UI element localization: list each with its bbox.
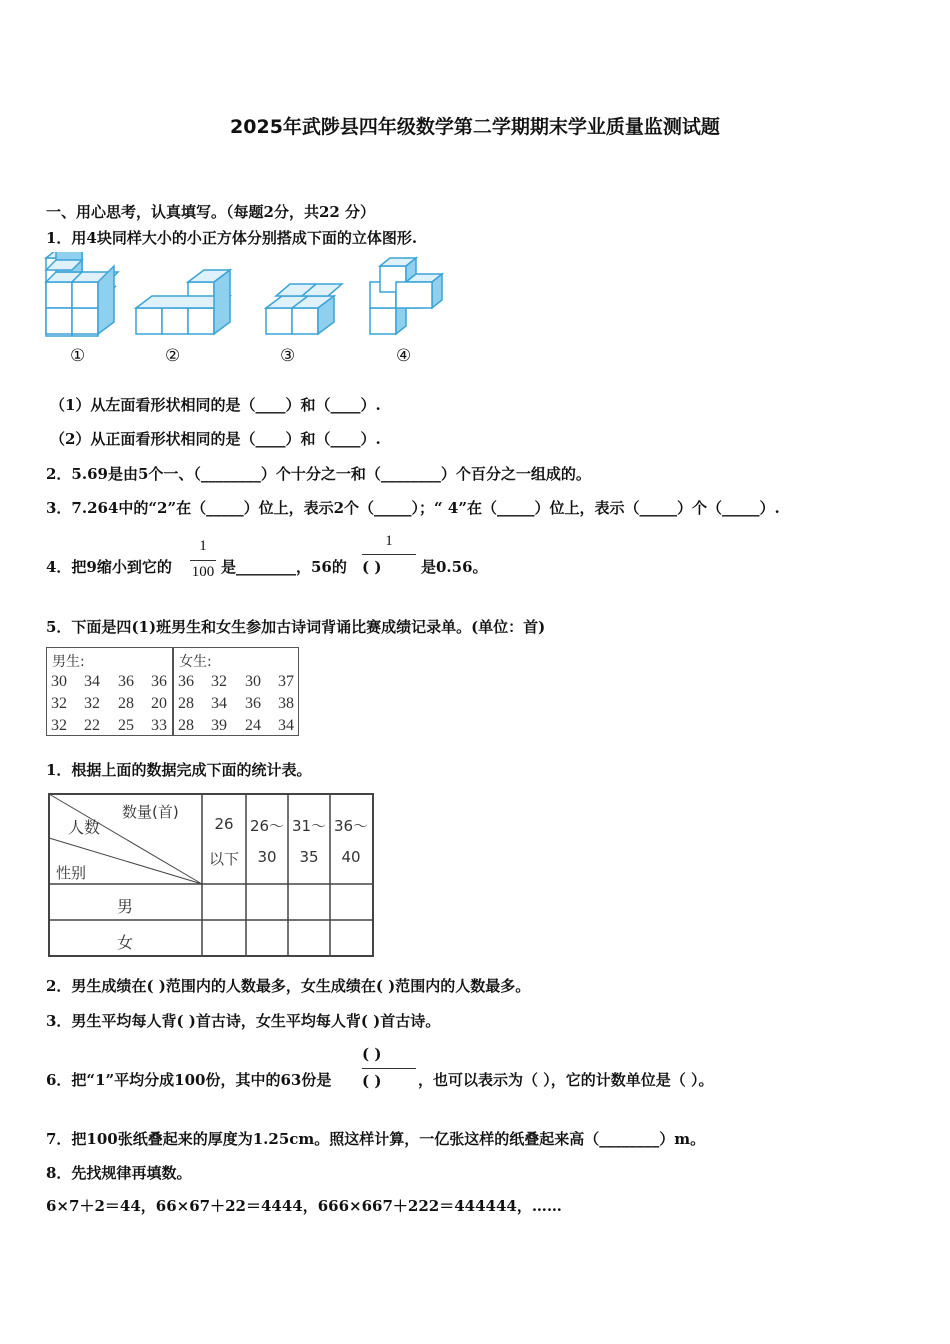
stat-col-header: 26～ (249, 817, 285, 835)
question-1: 1．用4块同样大小的小正方体分别搭成下面的立体图形. (46, 229, 418, 247)
question-1-sub-1: （1）从左面看形状相同的是（____）和（____）. (50, 396, 381, 414)
boys-score: 36 (151, 673, 167, 690)
question-4-suffix: 是0.56。 (421, 558, 488, 576)
girls-score: 39 (211, 717, 227, 734)
stat-corner-mid: 人数 (68, 818, 101, 837)
page-title: 2025年武陟县四年级数学第二学期期末学业质量监测试题 (230, 116, 720, 138)
stat-row-boys: 男 (116, 897, 133, 916)
question-4-prefix: 4．把9缩小到它的 (46, 558, 172, 576)
question-3: 3．7.264中的“2”在（_____）位上，表示2个（_____）；“ 4”在（_____）位上，表示（_____）个（_____）. (46, 499, 780, 517)
girls-score: 36 (178, 673, 194, 690)
q6-fraction-denominator: ( ) (362, 1072, 382, 1090)
fraction-bar (190, 560, 216, 561)
fraction2-numerator: 1 (385, 533, 393, 549)
figure-label-3: ③ (280, 346, 296, 366)
question-2: 2．5.69是由5个一、（________）个十分之一和（________）个百分之一组成的。 (46, 465, 591, 483)
boys-score: 32 (84, 695, 100, 712)
q6-fraction-numerator: ( ) (362, 1045, 382, 1063)
girls-score: 34 (211, 695, 227, 712)
girls-score: 30 (245, 673, 261, 690)
question-5-sub-1: 1．根据上面的数据完成下面的统计表。 (46, 761, 312, 779)
boys-score: 34 (84, 673, 100, 690)
boys-score: 30 (51, 673, 67, 690)
figure-2 (136, 270, 230, 334)
boys-score: 22 (84, 717, 100, 734)
boys-score: 32 (51, 695, 67, 712)
stat-col-header: 以下 (208, 850, 239, 868)
figure-label-1: ① (70, 346, 86, 366)
cube-figures (40, 252, 450, 342)
girls-score: 32 (211, 673, 227, 690)
figure-label-2: ② (165, 346, 181, 366)
question-5: 5．下面是四(1)班男生和女生参加古诗词背诵比赛成绩记录单。(单位：首) (46, 618, 546, 636)
stat-row-girls: 女 (116, 933, 133, 952)
fraction-denominator: 100 (191, 564, 215, 580)
boys-score: 28 (118, 695, 134, 712)
question-5-sub-2: 2．男生成绩在( )范围内的人数最多，女生成绩在( )范围内的人数最多。 (46, 977, 531, 995)
question-4-middle: 是________，56的 (221, 558, 347, 576)
figure-label-4: ④ (396, 346, 412, 366)
boys-score: 32 (51, 717, 67, 734)
boys-score: 33 (151, 717, 167, 734)
question-8-pattern: 6×7＋2＝44，66×67＋22＝4444，666×667＋222＝444444，…… (46, 1197, 562, 1215)
boys-label: 男生: (52, 654, 85, 670)
stat-col-header: 30 (257, 848, 277, 866)
boys-score: 25 (118, 717, 134, 734)
girls-score: 34 (278, 717, 294, 734)
stat-col-header: 35 (299, 848, 319, 866)
boys-score: 36 (118, 673, 134, 690)
figure-3 (266, 284, 342, 334)
boys-score: 20 (151, 695, 167, 712)
stat-corner-top: 数量(首) (122, 803, 179, 821)
fraction2-bar (362, 554, 416, 555)
stat-col-header: 31～ (291, 817, 327, 835)
girls-score: 28 (178, 717, 194, 734)
girls-score: 24 (245, 717, 261, 734)
fraction-numerator: 1 (199, 538, 207, 554)
stat-col-header: 26 (214, 815, 234, 833)
question-6-prefix: 6．把“1”平均分成100份，其中的63份是 (46, 1071, 332, 1089)
girls-score: 28 (178, 695, 194, 712)
stat-col-header: 36～ (333, 817, 369, 835)
stat-col-header: 40 (341, 848, 361, 866)
girls-score: 36 (245, 695, 261, 712)
question-8: 8．先找规律再填数。 (46, 1164, 192, 1182)
question-7: 7．把100张纸叠起来的厚度为1.25cm。照这样计算，一亿张这样的纸叠起来高（________）m。 (46, 1130, 706, 1148)
question-6-suffix: ，也可以表示为（ ），它的计数单位是（ ）。 (418, 1071, 714, 1089)
question-1-sub-2: （2）从正面看形状相同的是（____）和（____）. (50, 430, 381, 448)
q6-fraction-bar (362, 1068, 416, 1069)
girls-label: 女生: (179, 654, 212, 670)
fraction2-denominator: ( ) (362, 558, 382, 576)
section-heading: 一、用心思考，认真填写。（每题2分，共22 分） (46, 203, 376, 221)
girls-score: 38 (278, 695, 294, 712)
figure-4 (370, 258, 442, 334)
question-5-sub-3: 3．男生平均每人背( )首古诗，女生平均每人背( )首古诗。 (46, 1012, 441, 1030)
stat-corner-bottom: 性别 (56, 864, 87, 882)
girls-score: 37 (278, 673, 294, 690)
